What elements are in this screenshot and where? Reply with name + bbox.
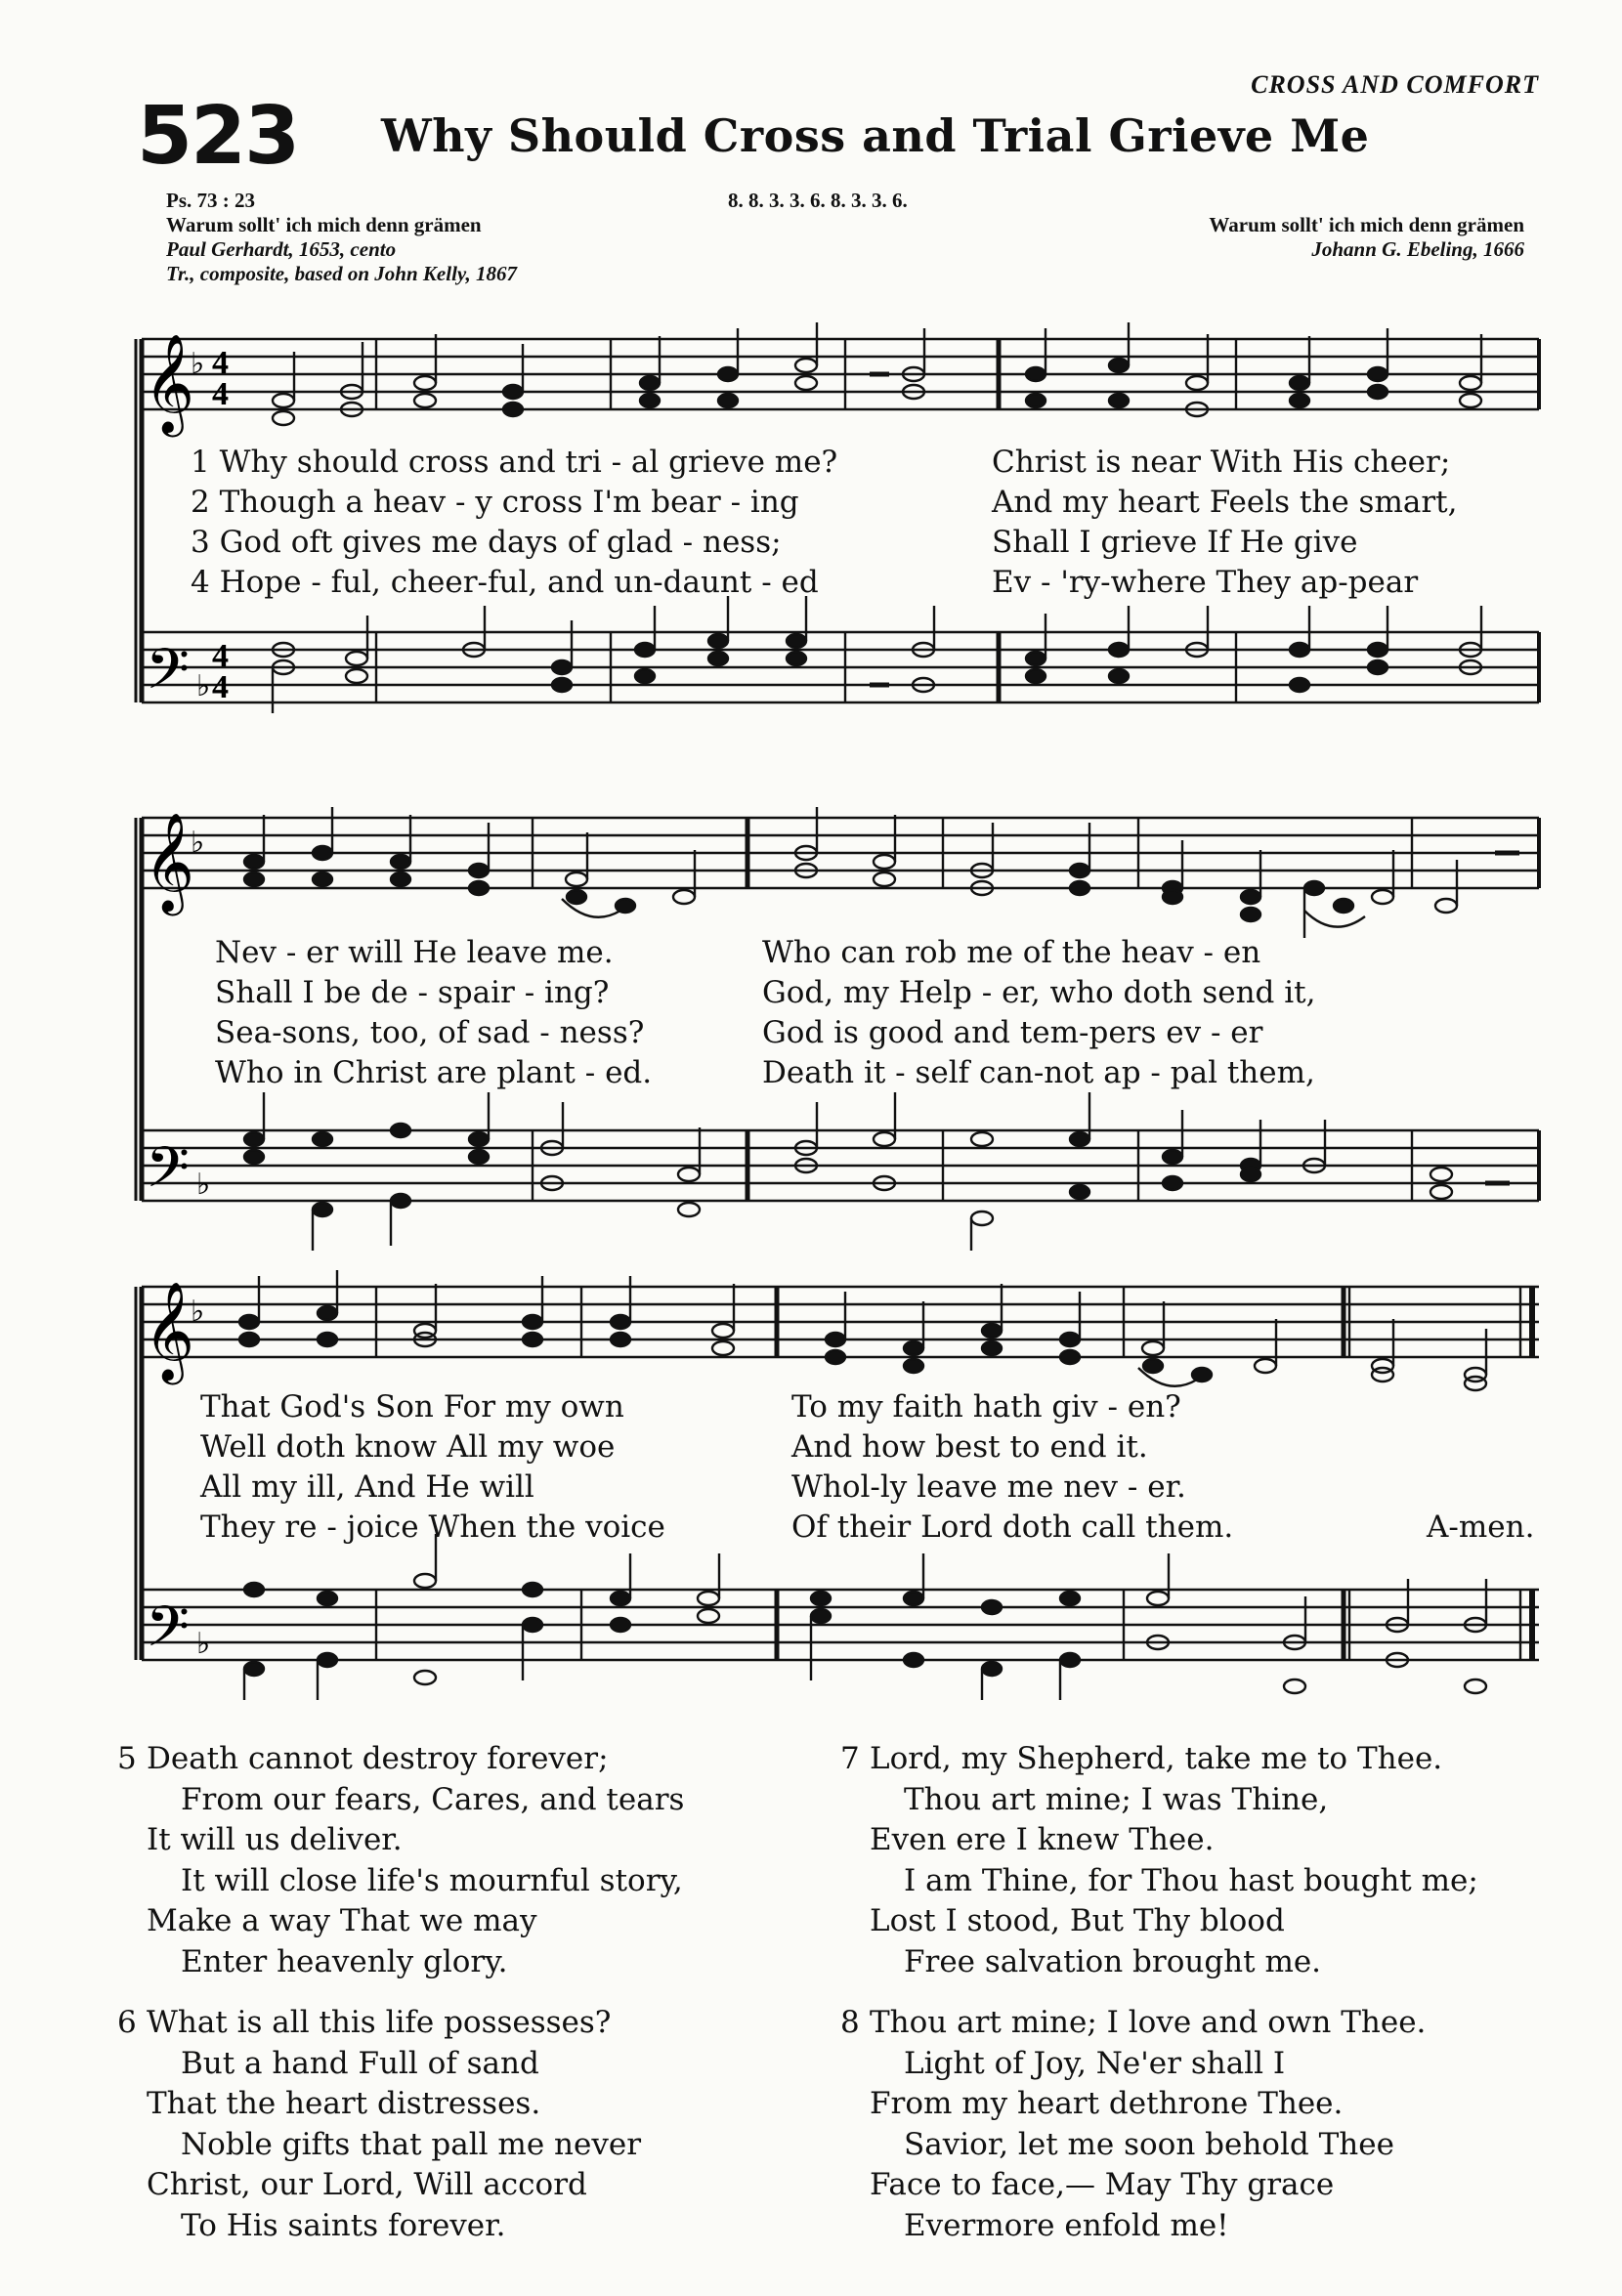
svg-text:♭: ♭ xyxy=(191,347,205,381)
stanza-line: What is all this life possesses? xyxy=(147,2005,612,2040)
lyric-phrase: 3 God oft gives me days of glad - ness; xyxy=(191,525,782,560)
svg-text:♭: ♭ xyxy=(191,1295,205,1329)
lyric-line xyxy=(132,933,1544,973)
lyric-phrase: And my heart Feels the smart, xyxy=(992,485,1458,520)
scripture-ref: Ps. 73 : 23 xyxy=(166,189,255,212)
lyric-phrase: Who can rob me of the heav - en xyxy=(762,935,1261,970)
lyric-line xyxy=(132,1427,1544,1467)
stanzas-left-column xyxy=(117,1739,684,2267)
stanza-line: Thou art mine; I love and own Thee. xyxy=(870,2005,1427,2040)
stanza-number: 8 xyxy=(840,2005,860,2040)
text-original-title: Warum sollt' ich mich denn grämen xyxy=(166,213,482,236)
music-system-1 xyxy=(132,322,1544,752)
text-author: Paul Gerhardt, 1653, cento xyxy=(166,237,397,261)
lyric-line xyxy=(132,1013,1544,1053)
lyric-phrase: 1 Why should cross and tri - al grieve me? xyxy=(191,445,838,480)
lyric-phrase: 2 Though a heav - y cross I'm bear - ing xyxy=(191,485,799,520)
stanza-line: Savior, let me soon behold Thee xyxy=(904,2126,1394,2162)
lyric-phrase: Christ is near With His cheer; xyxy=(992,445,1451,480)
lyric-phrase: Whol-ly leave me nev - er. xyxy=(791,1469,1186,1505)
svg-text:𝄞: 𝄞 xyxy=(144,332,195,433)
stanza-line: Light of Joy, Ne'er shall I xyxy=(904,2045,1286,2081)
stanza-7 xyxy=(840,1739,1478,1982)
lyrics-system-1 xyxy=(132,443,1544,603)
svg-text:𝄞: 𝄞 xyxy=(144,1280,195,1381)
svg-text:𝄞: 𝄞 xyxy=(144,811,195,912)
svg-text:𝄢: 𝄢 xyxy=(146,636,191,716)
svg-text:4: 4 xyxy=(212,376,229,412)
svg-text:4: 4 xyxy=(212,345,229,381)
svg-text:𝄢: 𝄢 xyxy=(146,1134,191,1214)
stanza-line: Christ, our Lord, Will accord xyxy=(147,2167,587,2202)
stanza-line: Lord, my Shepherd, take me to Thee. xyxy=(870,1741,1443,1776)
lyric-line xyxy=(132,483,1544,523)
lyric-phrase: To my faith hath giv - en? xyxy=(791,1389,1181,1424)
lyric-phrase: And how best to end it. xyxy=(791,1429,1148,1465)
lyric-phrase: 4 Hope - ful, cheer-ful, and un-daunt - ed xyxy=(191,565,819,600)
stanza-line: Face to face,— May Thy grace xyxy=(870,2167,1335,2202)
lyric-phrase: All my ill, And He will xyxy=(200,1469,534,1505)
lyric-phrase: Sea-sons, too, of sad - ness? xyxy=(215,1015,645,1050)
music-system-3 xyxy=(132,1270,1544,1700)
stanza-line: It will close life's mournful story, xyxy=(181,1862,683,1898)
tune-name: Warum sollt' ich mich denn grämen xyxy=(1209,213,1524,236)
stanza-line: Thou art mine; I was Thine, xyxy=(904,1781,1329,1817)
amen-text: A-men. xyxy=(1427,1509,1535,1545)
svg-text:♭: ♭ xyxy=(196,1627,211,1661)
stanza-line: From my heart dethrone Thee. xyxy=(870,2086,1344,2121)
text-translator: Tr., composite, based on John Kelly, 1867 xyxy=(166,262,517,285)
stanza-line: That the heart distresses. xyxy=(147,2086,541,2121)
svg-text:𝄢: 𝄢 xyxy=(146,1594,191,1674)
stanza-number: 7 xyxy=(840,1741,860,1776)
lyric-phrase: They re - joice When the voice xyxy=(200,1509,665,1545)
stanza-number: 6 xyxy=(117,2005,137,2040)
lyric-phrase: Well doth know All my woe xyxy=(200,1429,616,1465)
stanza-line: To His saints forever. xyxy=(181,2207,506,2243)
lyric-line xyxy=(132,1467,1544,1508)
lyric-phrase: God is good and tem-pers ev - er xyxy=(762,1015,1263,1050)
lyric-line xyxy=(132,973,1544,1013)
lyric-line xyxy=(132,1053,1544,1093)
lyric-phrase: Who in Christ are plant - ed. xyxy=(215,1055,653,1090)
stanza-line: From our fears, Cares, and tears xyxy=(181,1781,685,1817)
lyric-phrase: Ev - 'ry-where They ap-pear xyxy=(992,565,1419,600)
lyric-line xyxy=(132,523,1544,563)
stanza-line: Even ere I knew Thee. xyxy=(870,1822,1215,1857)
meter: 8. 8. 3. 3. 6. 8. 3. 3. 6. xyxy=(728,189,908,212)
hymn-title: Why Should Cross and Trial Grieve Me xyxy=(381,109,1370,162)
stanza-line: Lost I stood, But Thy blood xyxy=(870,1903,1285,1938)
svg-text:♭: ♭ xyxy=(196,1168,211,1202)
tune-composer: Johann G. Ebeling, 1666 xyxy=(1311,237,1524,261)
lyrics-system-2 xyxy=(132,933,1544,1093)
lyric-phrase: Death it - self can-not ap - pal them, xyxy=(762,1055,1315,1090)
stanza-number: 5 xyxy=(117,1741,137,1776)
lyric-phrase: Shall I be de - spair - ing? xyxy=(215,975,610,1010)
svg-text:4: 4 xyxy=(212,669,229,705)
svg-text:4: 4 xyxy=(212,638,229,674)
stanza-line: Death cannot destroy forever; xyxy=(147,1741,609,1776)
music-system-2 xyxy=(132,801,1544,1251)
lyric-phrase: That God's Son For my own xyxy=(200,1389,624,1424)
tune-credits xyxy=(1209,213,1524,262)
lyric-phrase: God, my Help - er, who doth send it, xyxy=(762,975,1316,1010)
stanzas-right-column xyxy=(840,1739,1478,2267)
lyric-line xyxy=(132,563,1544,603)
section-label: CROSS AND COMFORT xyxy=(1251,70,1539,99)
stanza-line: But a hand Full of sand xyxy=(181,2045,539,2081)
stanza-8 xyxy=(840,2003,1478,2246)
lyric-line xyxy=(132,1387,1544,1427)
stanza-5 xyxy=(117,1739,684,1982)
lyrics-system-3 xyxy=(132,1387,1544,1548)
lyric-phrase: Shall I grieve If He give xyxy=(992,525,1358,560)
svg-text:♭: ♭ xyxy=(191,826,205,860)
lyric-line xyxy=(132,1508,1544,1548)
svg-text:♭: ♭ xyxy=(196,669,211,703)
stanza-line: Noble gifts that pall me never xyxy=(181,2126,642,2162)
stanza-line: Enter heavenly glory. xyxy=(181,1943,508,1979)
lyric-phrase: Of their Lord doth call them. xyxy=(791,1509,1234,1545)
stanza-line: Make a way That we may xyxy=(147,1903,537,1938)
text-credits xyxy=(166,189,517,286)
lyric-line xyxy=(132,443,1544,483)
stanza-line: Evermore enfold me! xyxy=(904,2207,1229,2243)
stanza-line: Free salvation brought me. xyxy=(904,1943,1322,1979)
lyric-phrase: Nev - er will He leave me. xyxy=(215,935,614,970)
stanza-line: It will us deliver. xyxy=(147,1822,403,1857)
hymn-number: 523 xyxy=(137,90,299,183)
stanza-6 xyxy=(117,2003,684,2246)
stanza-line: I am Thine, for Thou hast bought me; xyxy=(904,1862,1478,1898)
